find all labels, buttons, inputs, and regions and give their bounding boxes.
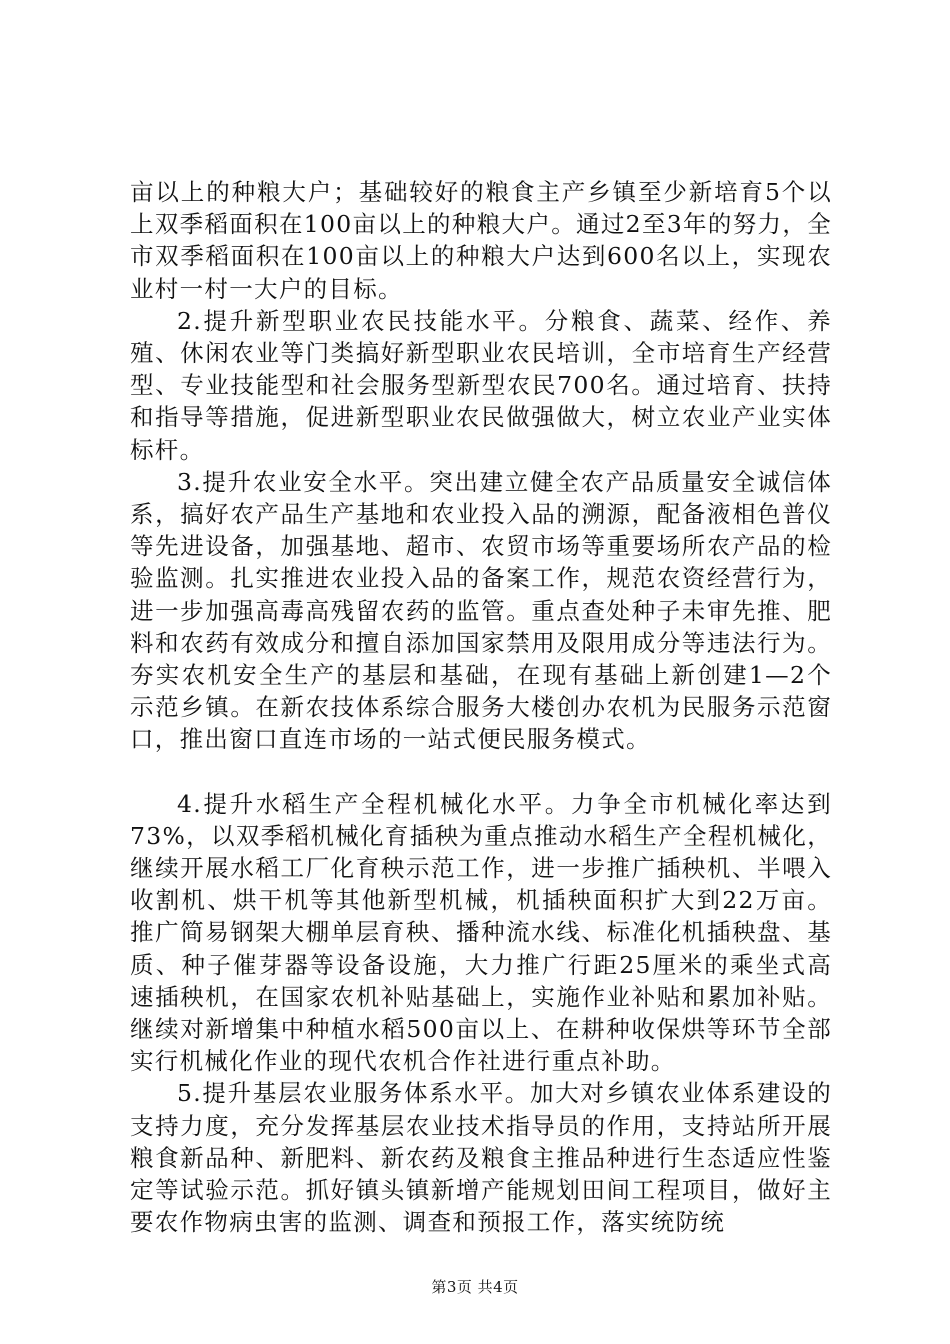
paragraph-item-5: 5.提升基层农业服务体系水平。加大对乡镇农业体系建设的支持力度，充分发挥基层农业技术指导员的作用，支持站所开展粮食新品种、新肥料、新农药及粮食主推品种进行生态适应性鉴定等试验示范。抓好镇头镇新增产能规划田间工程项目，做好主要农作物病虫害的监测、调查和预报工作，落实统防统: [130, 1079, 832, 1237]
paragraph-item-2: 2.提升新型职业农民技能水平。分粮食、蔬菜、经作、养殖、休闲农业等门类搞好新型职业农民培训，全市培育生产经营型、专业技能型和社会服务型新型农民700名。通过培育、扶持和指导等措施，促进新型职业农民做强做大，树立农业产业实体标杆。: [130, 306, 832, 464]
paragraph-item-3: 3.提升农业安全水平。突出建立健全农产品质量安全诚信体系，搞好农产品生产基地和农业投入品的溯源，配备液相色普仪等先进设备，加强基地、超市、农贸市场等重要场所农产品的检验监测。扎实推进农业投入品的备案工作，规范农资经营行为，进一步加强高毒高残留农药的监管。重点查处种子未审先推、肥料和农药有效成分和擅自添加国家禁用及限用成分等违法行为。夯实农机安全生产的基层和基础，在现有基础上新创建1—2个示范乡镇。在新农技体系综合服务大楼创办农机为民服务示范窗口，推出窗口直连市场的一站式便民服务模式。: [130, 467, 832, 754]
document-body: [130, 176, 832, 1239]
paragraph-item-4: 4.提升水稻生产全程机械化水平。力争全市机械化率达到73%，以双季稻机械化育插秧为重点推动水稻生产全程机械化，继续开展水稻工厂化育秧示范工作，进一步推广插秧机、半喂入收割机、烘干机等其他新型机械，机插秧面积扩大到22万亩。推广简易钢架大棚单层育秧、播种流水线、标准化机插秧盘、基质、种子催芽器等设备设施，大力推广行距25厘米的乘坐式高速插秧机，在国家农机补贴基础上，实施作业补贴和累加补贴。继续对新增集中种植水稻500亩以上、在耕种收保烘等环节全部实行机械化作业的现代农机合作社进行重点补助。: [130, 789, 832, 1076]
paragraph-continuation: 亩以上的种粮大户；基础较好的粮食主产乡镇至少新培育5个以上双季稻面积在100亩以上的种粮大户。通过2至3年的努力，全市双季稻面积在100亩以上的种粮大户达到600名以上，实现农业村一村一大户的目标。: [130, 178, 832, 303]
paragraph-spacer: [130, 756, 832, 788]
page-footer: 第3页 共4页: [431, 1278, 519, 1296]
